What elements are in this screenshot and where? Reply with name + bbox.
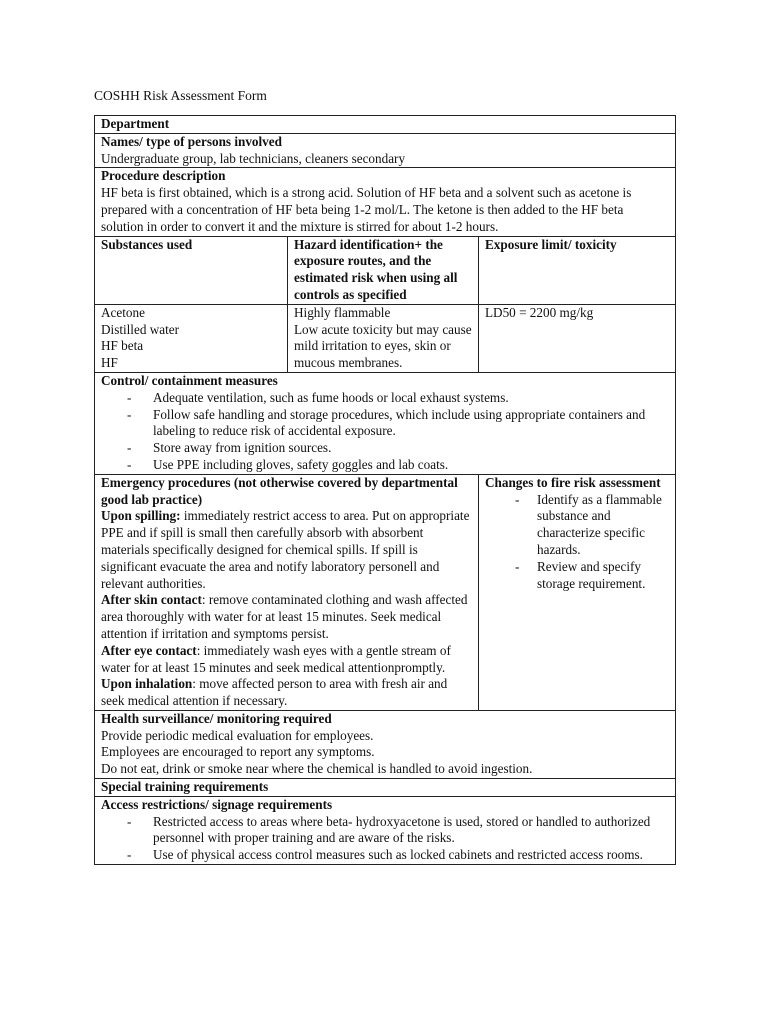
exposure-value: LD50 = 2200 mg/kg bbox=[479, 304, 676, 372]
control-label: Control/ containment measures bbox=[101, 372, 278, 388]
fire-risk-cell bbox=[479, 474, 676, 710]
control-item: - Follow safe handling and storage procedures, which include using appropriate containers and labeling to reduce risk of accidental exposure. bbox=[123, 407, 669, 441]
fire-risk-list bbox=[485, 492, 669, 593]
training-row bbox=[95, 779, 676, 797]
spill-label: Upon spilling: bbox=[101, 508, 181, 524]
persons-value: Undergraduate group, lab technicians, cleaners secondary bbox=[101, 150, 406, 166]
substance-item: Acetone bbox=[101, 304, 145, 320]
spill-text: immediately restrict access to area. Put on appropriate PPE and if spill is small then carefully absorb with absorbent materials specifically designed for chemical spills. If spill is significant evacuate the area and notify laboratory personell and relevant authorities. bbox=[101, 508, 470, 591]
control-item: - Use PPE including gloves, safety goggles and lab coats. bbox=[123, 457, 669, 474]
inhalation-label: Upon inhalation bbox=[101, 676, 193, 692]
inhalation-paragraph bbox=[101, 676, 472, 710]
control-row bbox=[95, 372, 676, 474]
inhalation-text: : move affected person to area with fresh air and seek medical attention if necessary. bbox=[101, 676, 448, 709]
control-item: - Adequate ventilation, such as fume hoods or local exhaust systems. bbox=[123, 390, 669, 407]
substances-header-row bbox=[95, 236, 676, 304]
health-line: Employees are encouraged to report any symptoms. bbox=[101, 744, 375, 760]
control-item: - Store away from ignition sources. bbox=[123, 440, 669, 457]
skin-paragraph bbox=[101, 592, 472, 642]
department-row bbox=[95, 116, 676, 134]
emergency-row bbox=[95, 474, 676, 710]
coshh-form-table bbox=[94, 115, 676, 865]
document-title: COSHH Risk Assessment Form bbox=[94, 88, 267, 103]
health-label: Health surveillance/ monitoring required bbox=[101, 710, 332, 726]
emergency-label: Emergency procedures (not otherwise covered by departmental good lab practice) bbox=[101, 474, 458, 507]
training-label: Special training requirements bbox=[95, 779, 676, 797]
eye-text: : immediately wash eyes with a gentle stream of water for at least 15 minutes and seek medical attentionpromptly. bbox=[101, 642, 451, 675]
emergency-cell bbox=[95, 474, 479, 710]
eye-label: After eye contact bbox=[101, 642, 197, 658]
fire-risk-label: Changes to fire risk assessment bbox=[485, 474, 661, 490]
hazard-item: Low acute toxicity but may cause mild irritation to eyes, skin or mucous membranes. bbox=[294, 321, 472, 371]
fire-risk-item: - Identify as a flammable substance and characterize specific hazards. bbox=[489, 492, 669, 559]
health-row bbox=[95, 710, 676, 778]
access-row bbox=[95, 796, 676, 864]
procedure-row bbox=[95, 168, 676, 236]
persons-label: Names/ type of persons involved bbox=[101, 133, 282, 149]
access-list bbox=[101, 814, 669, 864]
procedure-text: HF beta is first obtained, which is a strong acid. Solution of HF beta and a solvent such as acetone is prepared with a concentration of HF beta being 1-2 mol/L. The ketone is then added to the HF beta solution in order to convert it and the mixture is stirred for about 1-2 hours. bbox=[101, 185, 632, 234]
hazard-item: Highly flammable bbox=[294, 304, 391, 320]
department-label: Department bbox=[95, 116, 676, 134]
access-item: - Use of physical access control measures such as locked cabinets and restricted access rooms. bbox=[123, 847, 669, 864]
spill-paragraph bbox=[101, 508, 472, 592]
substances-col2-header: Hazard identification+ the exposure routes, and the estimated risk when using all controls as specified bbox=[288, 236, 479, 304]
procedure-label: Procedure description bbox=[101, 168, 226, 184]
skin-label: After skin contact bbox=[101, 592, 202, 608]
health-line: Do not eat, drink or smoke near where the chemical is handled to avoid ingestion. bbox=[101, 761, 533, 777]
substance-item: Distilled water bbox=[101, 321, 180, 337]
persons-row bbox=[95, 133, 676, 168]
substances-data-row bbox=[95, 304, 676, 372]
substance-item: HF beta bbox=[101, 338, 144, 354]
persons-cell bbox=[95, 133, 676, 168]
substances-list bbox=[95, 304, 288, 372]
eye-paragraph bbox=[101, 643, 472, 677]
control-cell bbox=[95, 372, 676, 474]
substances-col1-header: Substances used bbox=[95, 236, 288, 304]
health-cell bbox=[95, 710, 676, 778]
access-item: - Restricted access to areas where beta- hydroxyacetone is used, stored or handled to authorized personnel with proper training and are aware of the risks. bbox=[123, 814, 669, 848]
procedure-cell bbox=[95, 168, 676, 236]
health-line: Provide periodic medical evaluation for employees. bbox=[101, 727, 374, 743]
substances-col3-header: Exposure limit/ toxicity bbox=[479, 236, 676, 304]
hazards-cell bbox=[288, 304, 479, 372]
skin-text: : remove contaminated clothing and wash affected area thoroughly with water for at least 15 minutes. Seek medical attention if irritation and symptoms persist. bbox=[101, 592, 468, 641]
access-cell bbox=[95, 796, 676, 864]
access-label: Access restrictions/ signage requirements bbox=[101, 796, 333, 812]
fire-risk-item: - Review and specify storage requirement. bbox=[489, 559, 669, 593]
control-list bbox=[101, 390, 669, 474]
substance-item: HF bbox=[101, 355, 118, 371]
